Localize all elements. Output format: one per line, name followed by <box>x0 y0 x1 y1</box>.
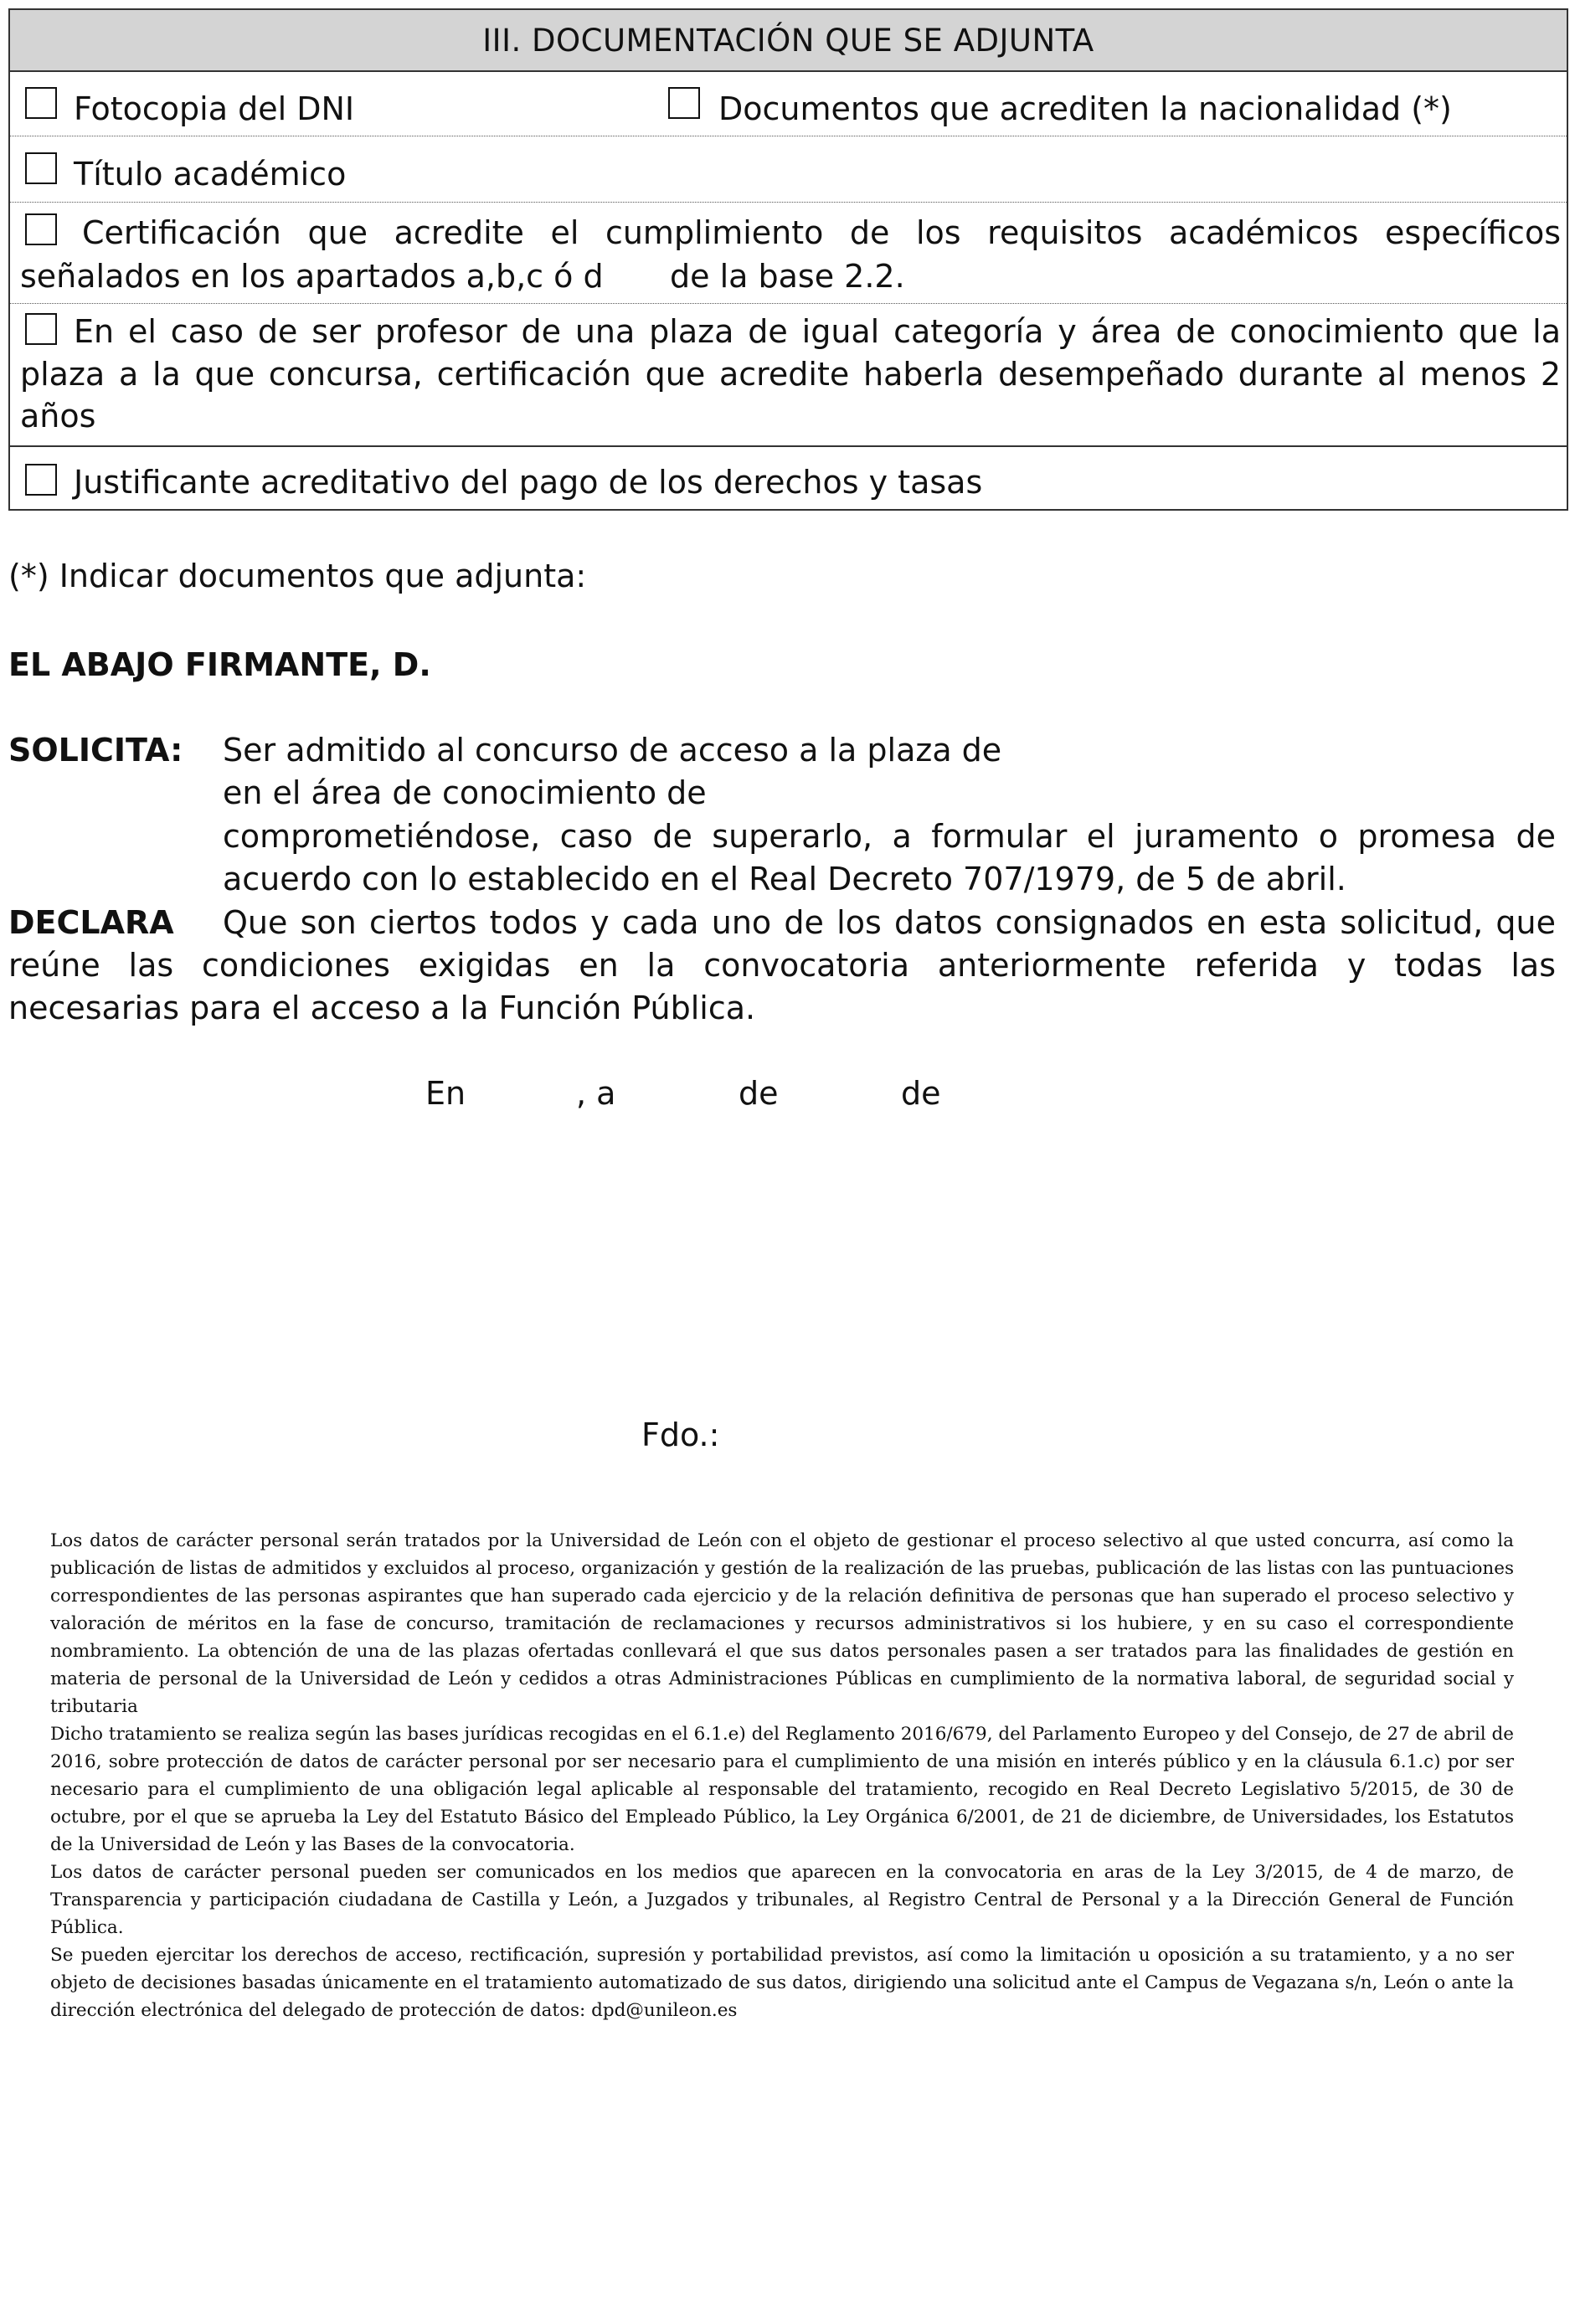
legal-paragraph-1: Los datos de carácter personal serán tratados por la Universidad de León con el objeto de gestionar el proceso selectivo al que usted concurra, así como la publicación de listas de admitidos y excluidos al proceso, organización y gestión de la realización de las pruebas, publicación de las listas con las puntuaciones correspondientes de las personas aspirantes que han superado cada ejercicio y de la relación definitiva de personas que han superado el proceso selectivo y valoración de méritos en la fase de concurso, tramitación de reclamaciones y recursos administrativos si los hubiere, y en su caso el correspondiente nombramiento. La obtención de una de las plazas ofertadas conllevará el que sus datos personales pasen a ser tratados para las finalidades de gestión en materia de personal de la Universidad de León y cedidos a otras Administraciones Públicas en cumplimiento de la normativa laboral, de seguridad social y tributaria <box>50 1530 1514 1717</box>
declara-line2: reúne las condiciones exigidas en la convocatoria anteriormente referida y todas las <box>8 947 1556 984</box>
label-nacionalidad: Documentos que acrediten la nacionalidad (*) <box>718 90 1452 127</box>
legal-paragraph-2: Dicho tratamiento se realiza según las bases jurídicas recogidas en el 6.1.e) del Reglamento 2016/679, del Parlamento Europeo y del Consejo, de 27 de abril de 2016, sobre protección de datos de carácter personal por ser necesario para el cumplimiento de una misión en interés público y en la cláusula 6.1.c) por ser necesario para el cumplimiento de una obligación legal aplicable al responsable del tratamiento, recogido en Real Decreto Legislativo 5/2015, de 30 de octubre, por el que se aprueba la Ley del Estatuto Básico del Empleado Público, la Ley Orgánica 6/2001, de 21 de diciembre, de Universidades, los Estatutos de la Universidad de León y las Bases de la convocatoria. <box>50 1724 1514 1855</box>
checkbox-profesor[interactable] <box>25 313 57 345</box>
legal-notice <box>50 1527 1514 2024</box>
row-divider <box>10 445 1567 447</box>
label-justificante: Justificante acreditativo del pago de los derechos y tasas <box>74 464 983 501</box>
fecha-en: En <box>425 1075 466 1112</box>
firma-label: Fdo.: <box>641 1417 720 1453</box>
declara-line3: necesarias para el acceso a la Función Pública. <box>8 990 756 1026</box>
checkbox-titulo[interactable] <box>25 152 57 184</box>
checkbox-justificante[interactable] <box>25 464 57 496</box>
label-certificacion-line2: señalados en los apartados a,b,c ó d <box>20 258 604 295</box>
documents-note: (*) Indicar documentos que adjunta: <box>8 558 587 594</box>
solicita-line3: comprometiéndose, caso de superarlo, a formular el juramento o promesa de <box>223 818 1556 855</box>
checkbox-certificacion[interactable] <box>25 213 57 245</box>
section-title: III. DOCUMENTACIÓN QUE SE ADJUNTA <box>10 10 1567 72</box>
checkbox-dni[interactable] <box>25 87 57 119</box>
legal-paragraph-4: Se pueden ejercitar los derechos de acceso, rectificación, supresión y portabilidad previstos, así como la limitación u oposición a su tratamiento, y a no ser objeto de decisiones basadas únicamente en el tratamiento automatizado de sus datos, dirigiendo una solicitud ante el Campus de Vegazana s/n, León o ante la dirección electrónica del delegado de protección de datos: dpd@unileon.es <box>50 1945 1514 2021</box>
solicita-line2: en el área de conocimiento de <box>223 774 707 811</box>
declara-label: DECLARA <box>8 904 174 941</box>
solicita-line4: acuerdo con lo establecido en el Real Decreto 707/1979, de 5 de abril. <box>223 861 1346 897</box>
label-certificacion-base: de la base 2.2. <box>670 258 905 295</box>
label-profesor-line2: plaza a la que concursa, certificación que acredite haberla desempeñado durante al menos 2 <box>20 356 1561 393</box>
row-divider <box>10 202 1567 203</box>
label-profesor-line3: años <box>20 398 96 434</box>
fecha-de-2: de <box>901 1075 941 1112</box>
checkbox-nacionalidad[interactable] <box>668 87 700 119</box>
solicita-line1: Ser admitido al concurso de acceso a la plaza de <box>223 732 1002 769</box>
label-certificacion-line1: Certificación que acredite el cumplimiento de los requisitos académicos específicos <box>82 214 1561 251</box>
label-titulo: Título académico <box>74 156 347 193</box>
legal-paragraph-3: Los datos de carácter personal pueden ser comunicados en los medios que aparecen en la convocatoria en aras de la Ley 3/2015, de 4 de marzo, de Transparencia y participación ciudadana de Castilla y León, a Juzgados y tribunales, al Registro Central de Personal y a la Dirección General de Función Pública. <box>50 1862 1514 1938</box>
firmante-label: EL ABAJO FIRMANTE, D. <box>8 646 431 683</box>
declara-line1: Que son ciertos todos y cada uno de los datos consignados en esta solicitud, que <box>223 904 1556 941</box>
fecha-de-1: de <box>739 1075 779 1112</box>
documentation-section <box>8 8 1568 511</box>
fecha-a: , a <box>576 1075 616 1112</box>
label-dni: Fotocopia del DNI <box>74 90 355 127</box>
solicita-label: SOLICITA: <box>8 732 183 769</box>
label-profesor-line1: En el caso de ser profesor de una plaza de igual categoría y área de conocimiento que la <box>74 313 1561 350</box>
row-divider <box>10 303 1567 304</box>
